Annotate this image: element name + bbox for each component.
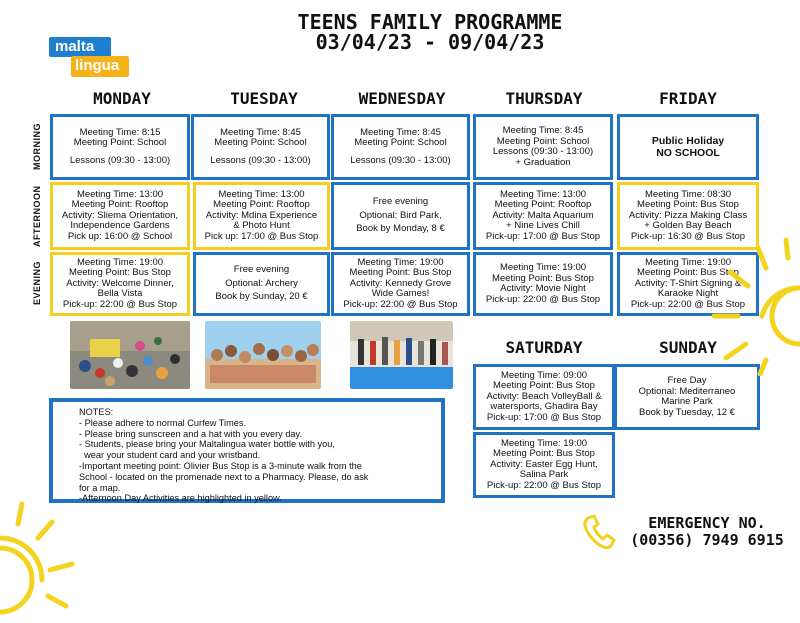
cell-line: & Photo Hunt [233,220,290,232]
cell-line: Meeting Time: 19:00 [76,256,164,268]
cell-saturday-day [473,364,615,430]
title-line-1: TEENS FAMILY PROGRAMME [297,10,563,34]
cell-line: Meeting Point: School [496,135,590,147]
cell-thursday-evening [473,252,613,316]
cell-line: Meeting Time: 08:30 [644,188,732,200]
cell-line: Meeting Point: Bus Stop [493,380,595,392]
cell-line: Meeting Point: Bus Stop [492,272,594,284]
cell-tuesday-afternoon [193,182,330,250]
cell-line: watersports, Ghadira Bay [490,401,598,413]
day-heading-saturday: SATURDAY [505,338,583,357]
cell-line: Meeting Time: 13:00 [218,188,305,200]
cell-line: Free Day [667,375,707,386]
row-label-evening: EVENING [32,261,42,306]
emergency-contact [612,515,800,549]
cell-line: Meeting Time: 8:45 [502,125,584,136]
cell-line: Pick-up: 22:00 @ Bus Stop [62,298,178,310]
emergency-label: EMERGENCY NO. [648,514,766,532]
cell-line: + Graduation [515,156,571,168]
cell-saturday-evening [473,432,615,498]
cell-line: Salina Park [519,469,569,481]
cell-line: Meeting Point: Bus Stop [637,199,739,211]
cell-tuesday-morning [191,114,330,180]
day-heading-sunday: SUNDAY [659,338,717,357]
day-heading-monday: MONDAY [93,89,151,108]
notes-line: - Students, please bring your Maltalingua water bottle with you, [79,439,335,450]
cell-monday-afternoon [50,182,190,250]
cell-line: Independence Gardens [70,220,170,232]
emergency-number: (00356) 7949 6915 [630,531,784,549]
notes-box [49,398,445,503]
cell-line: Pick-up: 17:00 @ Bus Stop [486,411,602,423]
cell-line: Lessons (09:30 - 13:00) [69,154,171,166]
cell-line: Activity: Movie Night [500,283,586,294]
cell-line: Activity: Mdina Experience [205,209,318,221]
cell-thursday-morning [473,114,613,180]
notes-line: -Important meeting point: Olivier Bus Stop is a 3-minute walk from the [79,460,362,471]
cell-line: Meeting Point: Rooftop [494,199,592,211]
cell-line: Lessons (09:30 - 13:00) [350,154,451,166]
cell-line: Meeting Time: 09:00 [500,369,588,381]
cell-wednesday-afternoon [331,182,470,250]
cell-line: Bella Vista [97,288,143,300]
cell-line: Meeting Time: 19:00 [644,256,732,268]
cell-line: Optional: Archery [225,277,298,289]
cell-line: Public Holiday [651,135,725,147]
maltalingua-logo [49,37,129,77]
cell-line: Pick-up: 16:30 @ Bus Stop [630,230,746,242]
cell-line: Meeting Time: 19:00 [357,256,444,268]
cell-line: Wide Games! [371,288,430,300]
day-heading-wednesday: WEDNESDAY [358,89,446,108]
day-heading-thursday: THURSDAY [505,89,583,108]
cell-thursday-afternoon [473,182,613,250]
cell-line: Activity: Kennedy Grove [349,277,452,289]
cell-line: Free evening [372,196,429,208]
cell-tuesday-evening [193,252,330,316]
page-title [250,12,610,52]
logo-word-malta: malta [49,37,111,57]
notes-line: - Please bring sunscreen and a hat with you every day. [79,428,303,439]
cell-line: Pick-up: 22:00 @ Bus Stop [486,479,602,491]
cell-line: Book by Sunday, 20 € [215,291,308,303]
cell-line: Marine Park [661,396,713,407]
cell-line: Meeting Point: School [214,137,307,149]
cell-line: Meeting Point: School [354,137,447,149]
cell-line: Activity: Welcome Dinner, [66,277,174,289]
phone-icon [582,514,616,555]
cell-line: Meeting Time: 8:45 [220,126,301,138]
cell-line: Pick up: 16:00 @ School [67,230,173,242]
cell-line: Karaoke Night [657,288,719,300]
notes-line: for a map. [79,482,121,493]
notes-line: School - located on the promenade next to a Pharmacy. Please, do ask [79,471,369,482]
row-label-morning: MORNING [32,123,42,171]
photo-sliema-group [70,321,190,389]
cell-line: Book by Tuesday, 12 € [639,406,735,418]
notes-heading: NOTES: [79,407,114,417]
cell-line: Activity: Easter Egg Hunt, [490,458,598,470]
cell-line: Optional: Mediterraneo [638,385,736,397]
cell-line: + Golden Bay Beach [644,220,732,232]
cell-line: Book by Monday, 8 € [356,223,445,235]
cell-line: Meeting Time: 13:00 [76,188,164,200]
notes-line: wear your student card and your wristband. [79,450,261,461]
cell-line: Meeting Point: Bus Stop [493,448,595,460]
cell-monday-morning [50,114,190,180]
cell-line: Meeting Point: School [73,137,167,149]
cell-line: Meeting Time: 19:00 [500,437,588,449]
day-heading-tuesday: TUESDAY [230,89,298,108]
cell-line: Pick-up: 17:00 @ Bus Stop [485,230,601,242]
cell-wednesday-morning [331,114,470,180]
cell-wednesday-evening [331,252,470,316]
cell-line: Activity: Pizza Making Class [628,209,748,221]
cell-line: + Nine Lives Chill [506,220,580,232]
cell-line: Activity: Sliema Orientation, [61,209,179,221]
sun-icon [700,236,800,381]
cell-line: Activity: Malta Aquarium [492,209,594,221]
cell-line: Pick up: 17:00 @ Bus Stop [204,230,319,242]
cell-line: Activity: T-Shirt Signing & [634,277,742,289]
cell-line: Free evening [233,264,290,276]
logo-word-lingua: lingua [71,56,129,77]
cell-line: Meeting Time: 19:00 [499,262,587,273]
notes-line: - Please adhere to normal Curfew Times. [79,417,246,428]
cell-line: Meeting Time: 13:00 [499,188,587,200]
cell-line: Optional: Bird Park, [359,209,442,221]
cell-line: Meeting Point: Bus Stop [349,267,452,279]
cell-line: Pick-up: 22:00 @ Bus Stop [485,293,601,305]
cell-line: Activity: Beach VolleyBall & [486,390,602,402]
cell-line: Meeting Point: Bus Stop [637,267,739,279]
cell-friday-morning [617,114,759,180]
day-heading-friday: FRIDAY [659,89,717,108]
cell-line: Meeting Point: Rooftop [213,199,310,211]
cell-line: Pick-up: 22:00 @ Bus Stop [630,298,746,310]
cell-line: Meeting Point: Bus Stop [69,267,171,279]
cell-line: Lessons (09:30 - 13:00) [210,154,311,166]
cell-monday-evening [50,252,190,316]
cell-line: Meeting Time: 8:15 [79,126,161,138]
photo-beach-group [205,321,321,389]
cell-line: NO SCHOOL [656,147,720,159]
cell-line: Meeting Point: Rooftop [71,199,169,211]
photo-pool-group [350,321,453,389]
cell-line: Lessons (09:30 - 13:00) [492,146,594,157]
sun-icon [0,498,90,623]
title-line-2: 03/04/23 - 09/04/23 [315,30,545,54]
row-label-afternoon: AFTERNOON [32,185,42,247]
cell-line: Pick-up: 22:00 @ Bus Stop [343,298,458,310]
notes-line: -Afternoon Day Activities are highlighted in yellow. [79,493,282,504]
cell-line: Meeting Time: 8:45 [360,126,441,138]
